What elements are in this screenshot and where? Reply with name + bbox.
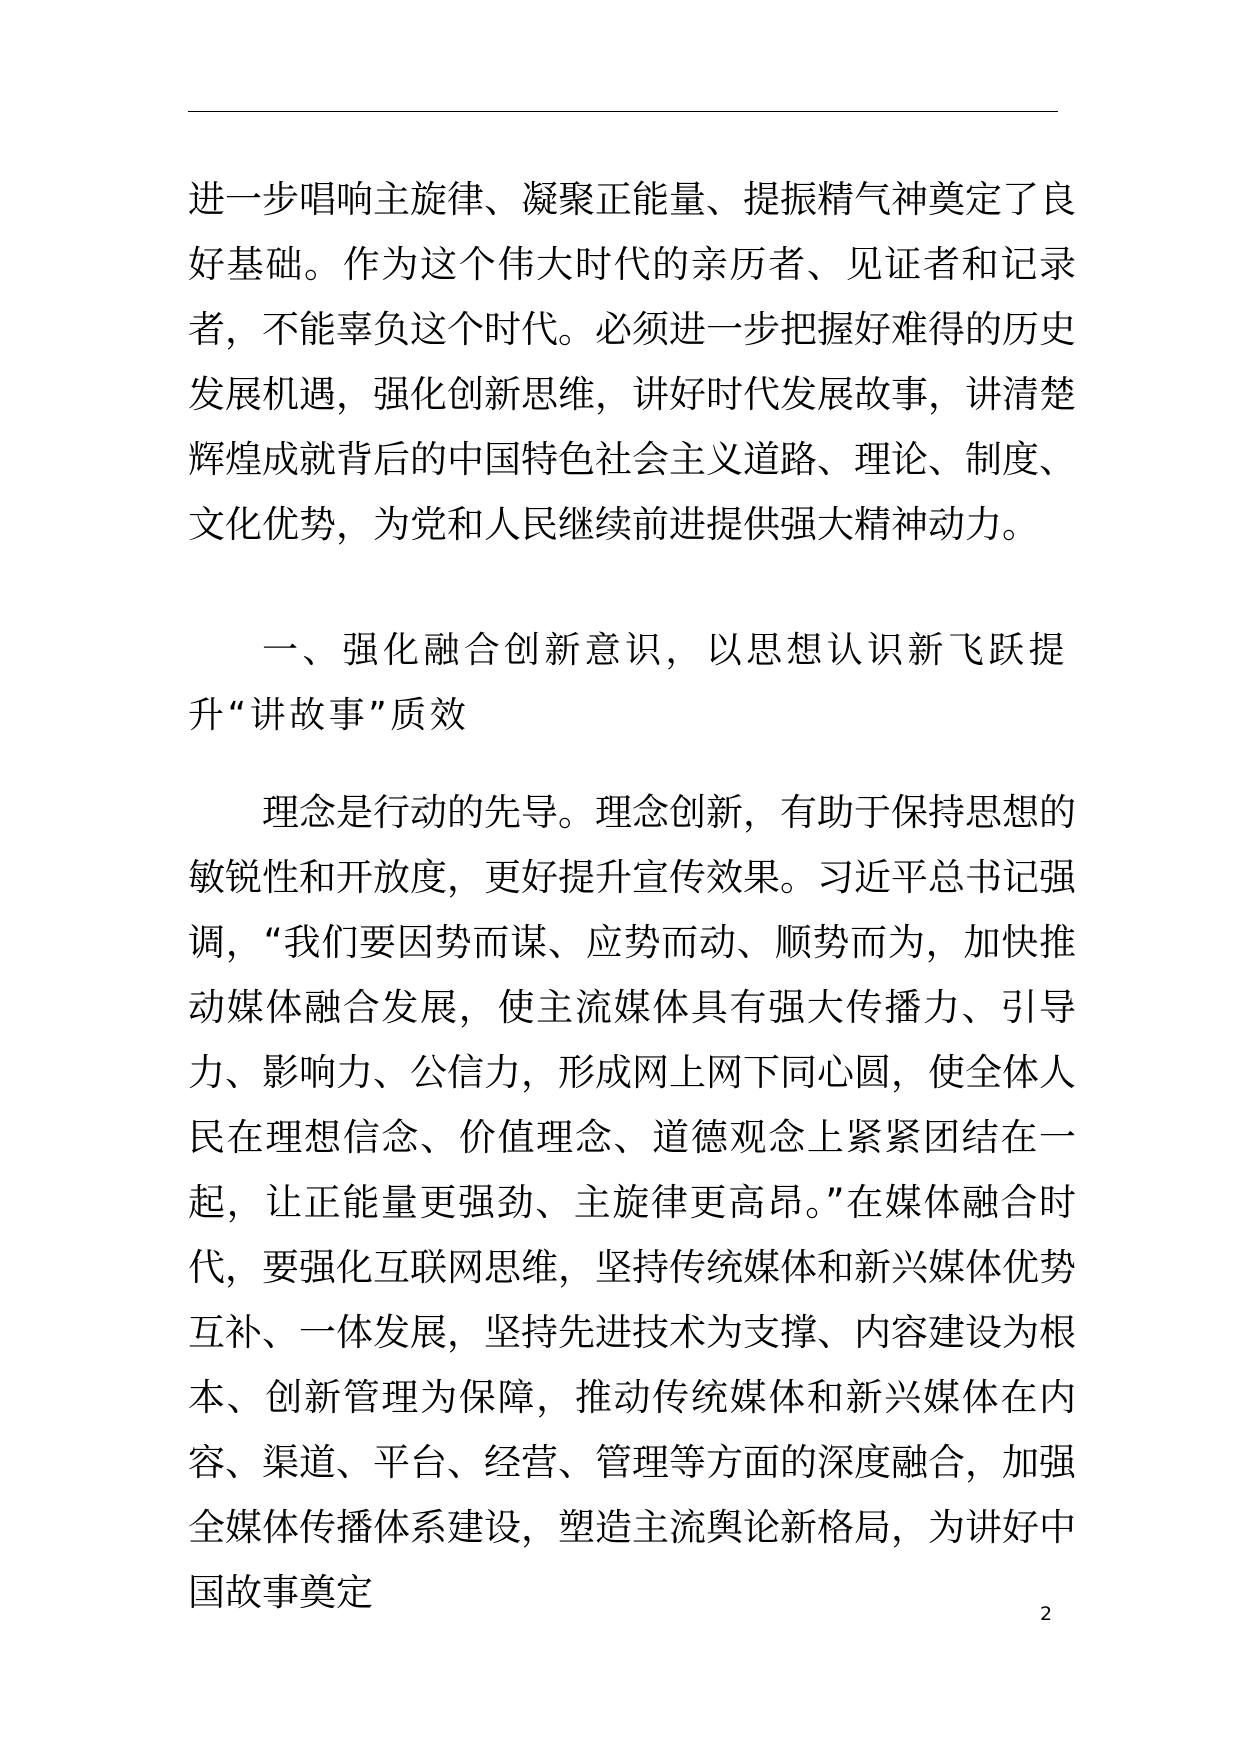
body-paragraph: 理念是行动的先导。理念创新，有助于保持思想的敏锐性和开放度，更好提升宣传效果。习近平总书记强调，“我们要因势而谋、应势而动、顺势而为，加快推动媒体融合发展，使主流媒体具有强大传播力、引导力、影响力、公信力，形成网上网下同心圆，使全体人民在理想信念、价值理念、道德观念上紧紧团结在一起，让正能量更强劲、主旋律更高昂。”在媒体融合时代，要强化互联网思维，坚持传统媒体和新兴媒体优势互补、一体发展，坚持先进技术为支撑、内容建设为根本、创新管理为保障，推动传统媒体和新兴媒体在内容、渠道、平台、经营、管理等方面的深度融合，加强全媒体传播体系建设，塑造主流舆论新格局，为讲好中国故事奠定	[188, 791, 1076, 1614]
page-number: 2	[1040, 1603, 1053, 1625]
section-heading: 一、强化融合创新意识，以思想认识新飞跃提升“讲故事”质效	[188, 630, 1068, 736]
header-rule	[188, 111, 1058, 112]
intro-paragraph: 进一步唱响主旋律、凝聚正能量、提振精气神奠定了良好基础。作为这个伟大时代的亲历者、见证者和记录者，不能辜负这个时代。必须进一步把握好难得的历史发展机遇，强化创新思维，讲好时代发展故事，讲清楚辉煌成就背后的中国特色社会主义道路、理论、制度、文化优势，为党和人民继续前进提供强大精神动力。	[188, 178, 1076, 546]
